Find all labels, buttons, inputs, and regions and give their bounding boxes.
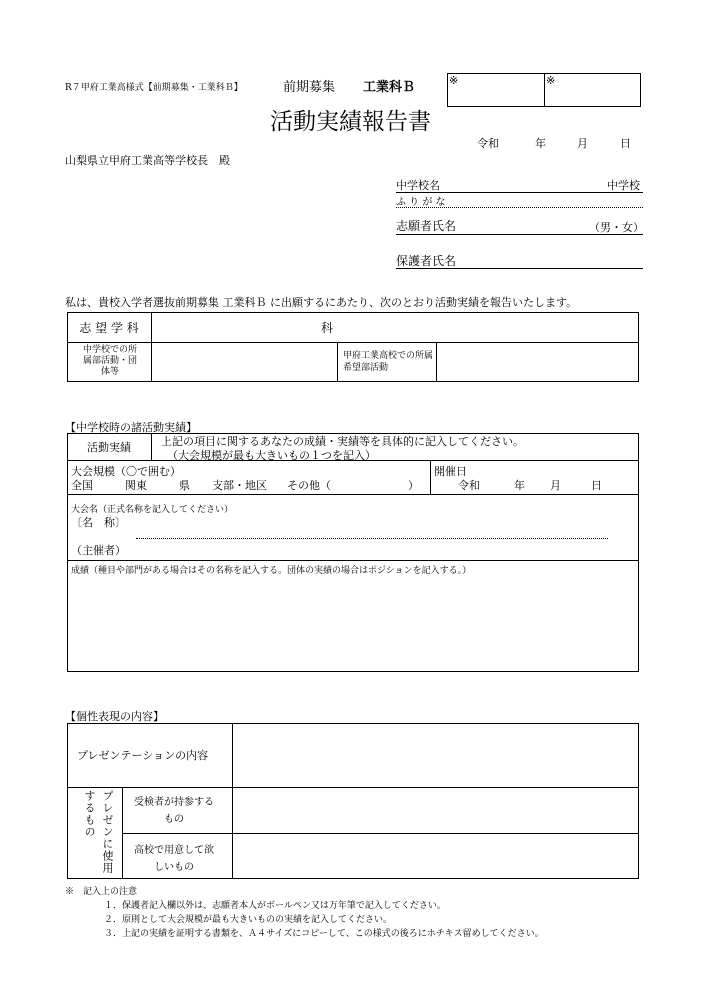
school-label: 中学校名 [396, 179, 440, 192]
section2-heading: 【個性表現の内容】 [65, 710, 164, 723]
organizer-label: （主催者） [71, 544, 126, 557]
instruction-2: （大会規模が最も大きいもの１つを記入） [167, 449, 376, 462]
recruit-type: 前期募集 [283, 80, 336, 95]
meet-name-field-label: 〔名 称〕 [71, 516, 126, 529]
dept-choice-label: 志 望 学 科 [79, 321, 139, 335]
held-era: 令和 [458, 479, 480, 492]
presentation-col-line [232, 723, 233, 879]
intro-text: 私は、貴校入学者選抜前期募集 工業科Ｂ に出願するにあたり、次のとおり活動実績を報告いたします。 [65, 296, 578, 309]
row-line-2 [67, 494, 639, 495]
use-label: プレゼンに使用するもの [83, 790, 114, 874]
date-month: 月 [577, 137, 588, 150]
reception-divider [544, 73, 545, 107]
wish-table-row-line [67, 342, 639, 343]
use-row-line [122, 833, 639, 834]
jhs-club-label: 中学校での所属部活動・団体等 [82, 345, 137, 377]
dept-name: 工業科Ｂ [363, 80, 416, 95]
note-item-2: ２．原則として大会規模が最も大きいものの実績を記入してください。 [104, 915, 393, 925]
date-day: 日 [620, 137, 631, 150]
notes-heading: ※ 記入上の注意 [65, 887, 138, 897]
wish-table-mid-line-2 [436, 342, 437, 382]
row-line-1 [67, 460, 639, 461]
wish-table-mid-line [337, 342, 338, 382]
presentation-label: プレゼンテーションの内容 [77, 749, 209, 762]
held-day: 日 [591, 479, 602, 492]
guardian-label: 保護者氏名 [396, 254, 457, 268]
scale-kanto: 関東 [125, 479, 147, 492]
instruction-1: 上記の項目に関するあなたの成績・実績等を具体的に記入してください。 [161, 435, 524, 448]
meet-name-line [136, 538, 608, 539]
gender: （男・女） [589, 221, 644, 234]
scale-other: その他（ ） [287, 479, 419, 492]
date-year: 年 [535, 137, 546, 150]
furigana-label: ふ り が な [396, 197, 446, 208]
applicant-name-label: 志願者氏名 [396, 219, 457, 233]
held-month: 月 [550, 479, 561, 492]
note-item-1: １．保護者記入欄以外は、志願者本人がボールペン又は万年筆で記入してください。 [104, 901, 446, 911]
note-item-3: ３．上記の実績を証明する書類を、Ａ４サイズにコピーして、この様式の後ろにホチキス留めしてください。 [104, 929, 544, 939]
achievement-divider [151, 433, 152, 460]
furigana-line [396, 207, 643, 208]
scale-national: 全国 [71, 479, 93, 492]
held-label: 開催日 [434, 465, 467, 478]
guardian-line [396, 268, 643, 269]
hs-club-label: 甲府工業高校での所属希望部活動 [343, 351, 434, 373]
reception-mark-1: ※ [449, 74, 459, 87]
examinee-item-label: 受検者が持参するもの [134, 797, 214, 825]
school-item-label: 高校で用意して欲しいもの [134, 845, 214, 873]
section1-heading: 【中学校時の諸活動実績】 [65, 421, 197, 434]
held-divider [430, 460, 431, 494]
held-year: 年 [514, 479, 525, 492]
form-code: R７甲府工業高様式【前期募集・工業科Ｂ】 [65, 83, 243, 93]
date-era: 令和 [477, 137, 499, 150]
dept-choice-suffix: 科 [321, 321, 334, 335]
applicant-name-line [396, 234, 643, 235]
meet-name-label: 大会名（正式名称を記入してください） [71, 505, 234, 515]
school-suffix: 中学校 [607, 179, 640, 192]
row-line-3 [67, 560, 639, 561]
scale-label: 大会規模（〇で囲む） [71, 465, 181, 478]
scale-pref: 県 [179, 479, 190, 492]
scale-branch: 支部・地区 [212, 479, 267, 492]
result-label: 成績（種目や部門がある場合はその名称を記入する。団体の実績の場合はポジションを記入する。） [71, 566, 472, 576]
page-title: 活動実績報告書 [270, 109, 431, 135]
addressee: 山梨県立甲府工業高等学校長 殿 [65, 154, 230, 167]
presentation-row-line [67, 787, 639, 788]
achievement-label: 活動実績 [87, 441, 131, 454]
reception-mark-2: ※ [546, 74, 556, 87]
wish-table-col-line [151, 312, 152, 382]
